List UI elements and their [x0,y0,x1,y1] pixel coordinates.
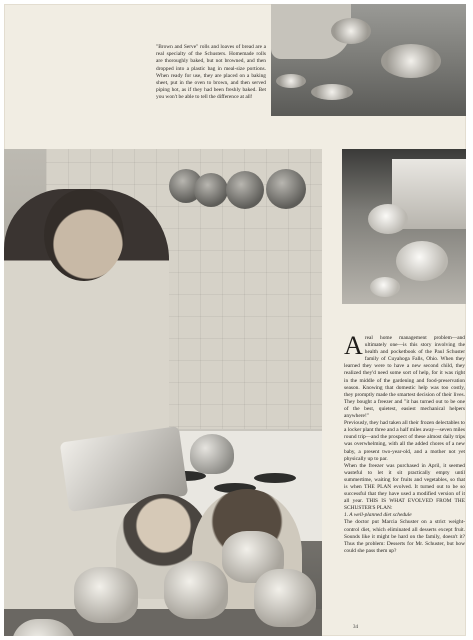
kettle [190,434,234,474]
hanging-pan [266,169,306,209]
dish-lid [370,277,400,297]
paragraph: Previously, they had taken all their frozen delectables to a locker plant three and a half miles away—seven miles round trip—and the prospect of these almost daily trips was overwhelming, with all the added chores of a new baby, a present two-year-old, and a mother not yet physically up to par. [344,420,465,462]
covered-dish [396,241,448,281]
photo-rolls-packaging [271,4,466,116]
bread-loaf [254,569,316,627]
bowl-shape [331,18,371,44]
bag-of-rolls [381,44,441,78]
photo-kitchen-family [4,149,322,636]
paragraph: Areal home management problem—and ultimately one—is this story involving the health and pocketbook of the Paul Schuster family of Cuyahoga Falls, Ohio. When they learned they were to have a new second child, they realized they'd need some sort of help, for it was right in the middle of the gardening and food-preservation season. Knowing that domestic help was too costly, they promptly made the smartest decision of their lives. They bought a freezer and "it has turned out to be one of the best, quietest, easiest mechanical helpers anywhere!" [344,331,465,420]
hanging-pan [194,173,228,207]
hanging-pan [226,171,264,209]
drop-cap: A [344,331,363,360]
paragraph: When the freezer was purchased in April, it seemed wasteful to let it sit practically empty until summertime, waiting for fruits and vegetables, so that is when THE PLAN evolved. It turned out to be so successful that they have used a modified version of it all year. THIS IS WHAT EVOLVED FROM THE SCHUSTER'S PLAN: [344,462,465,512]
magazine-page [4,4,466,636]
dish-shape [368,204,408,234]
bread-loaf [164,561,228,619]
photo-caption: "Brown and Serve" rolls and loaves of bread are a real specialty of the Schusters. Homemade rolls are thoroughly baked, but not browned, and then dropped into a plastic bag in meal-size portions. When ready for use, they are placed on a baking sheet, put in the oven to brown, and then served piping hot, as if they had been freshly baked. Bet you won't be able to tell the difference at all! [156,44,266,101]
plate-shape [311,84,353,100]
paragraph: The doctor put Marcia Schuster on a strict weight-control diet, which eliminated all desserts except fruit. Sounds like it might be hard on the family, doesn't it? Thus the problem: Desserts for Mr. Schuster, but how could she pass them up? [344,519,465,554]
photo-freezer-dishes [342,149,466,304]
bread-loaf [74,567,138,623]
page-number: 34 [353,625,358,630]
mother-head [44,189,124,281]
plate-shape [276,74,306,88]
subhead: 1. A well-planned diet schedule [344,512,412,519]
burner [254,473,296,483]
article-body [344,331,465,555]
